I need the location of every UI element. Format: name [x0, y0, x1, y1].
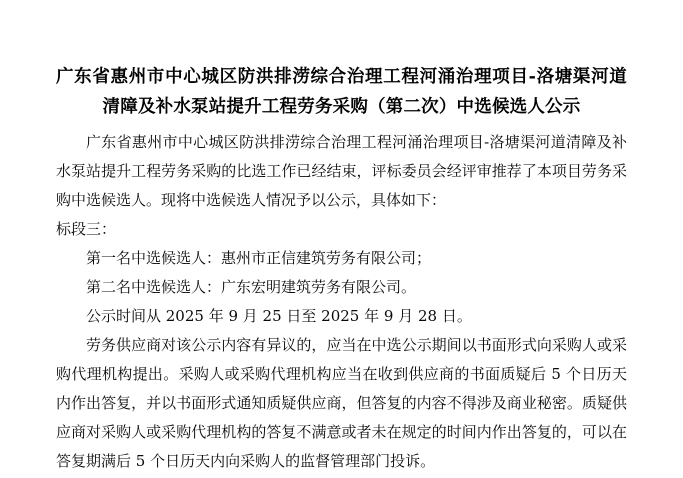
candidate-first: 第一名中选候选人：惠州市正信建筑劳务有限公司；	[86, 249, 432, 267]
section-label: 标段三：	[56, 220, 117, 238]
candidate-second: 第二名中选候选人：广东宏明建筑劳务有限公司。	[86, 278, 417, 296]
publicity-period: 公示时间从 2025 年 9 月 25 日至 2025 年 9 月 28 日。	[86, 307, 472, 325]
intro-paragraph: 广东省惠州市中心城区防洪排涝综合治理工程河涌治理项目-洛塘渠河道清障及补水泵站提升工程劳务采购的比选工作已经结束，评标委员会经评审推荐了本项目劳务采购中选候选人。现将中选候选人情况予以公示，具体如下：	[56, 133, 627, 209]
page-title: 广东省惠州市中心城区防洪排涝综合治理工程河涌治理项目-洛塘渠河道清障及补水泵站提升工程劳务采购（第二次）中选候选人公示	[56, 67, 627, 117]
objection-notice: 劳务供应商对该公示内容有异议的，应当在中选公示期间以书面形式向采购人或采购代理机构提出。采购人或采购代理机构应当在收到供应商的书面质疑后 5 个日历天内作出答复，并以书面形式通知质疑供应商，但答复的内容不得涉及商业秘密。质疑供应商对采购人或采购代理机构的答复不满意或者未在规定的时间内作出答复的，可以在答复期满后 5 个日历天内向采购人的监督管理部门投诉。	[56, 336, 627, 470]
